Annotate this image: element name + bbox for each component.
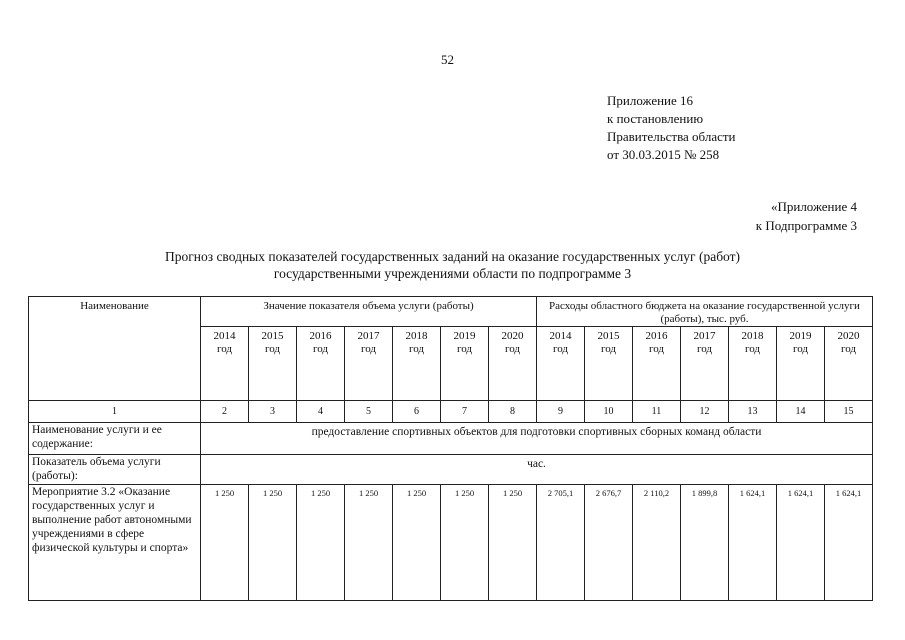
volume-value: 1 250 xyxy=(393,485,441,601)
subprogram-ref-line: «Приложение 4 xyxy=(770,199,857,214)
table-row xyxy=(29,423,873,455)
year-header-cell: 2017 год xyxy=(681,327,729,401)
row-label: Мероприятие 3.2 «Оказание государственных услуг и выполнение работ автономными учреждениями в сфере физической культуры и спорта» xyxy=(29,485,201,601)
column-number: 13 xyxy=(729,401,777,423)
year-header-cell: 2018 год xyxy=(393,327,441,401)
column-number: 2 xyxy=(201,401,249,423)
column-number: 6 xyxy=(393,401,441,423)
service-name-value: предоставление спортивных объектов для подготовки спортивных сборных команд области xyxy=(201,423,873,455)
column-number: 10 xyxy=(585,401,633,423)
page-number: 52 xyxy=(441,52,454,67)
forecast-table xyxy=(28,296,873,601)
column-number: 1 xyxy=(29,401,201,423)
header-expenses-group: Расходы областного бюджета на оказание государственной услуги (работы), тыс. руб. xyxy=(537,297,873,327)
column-number: 4 xyxy=(297,401,345,423)
document-title xyxy=(0,248,905,282)
expense-value: 1 624,1 xyxy=(729,485,777,601)
year-header-cell: 2014 год xyxy=(201,327,249,401)
expense-value: 1 899,8 xyxy=(681,485,729,601)
title-line: государственными учреждениями области по подпрограмме 3 xyxy=(273,266,632,281)
appendix-line: от 30.03.2015 № 258 xyxy=(607,147,720,162)
column-number: 15 xyxy=(825,401,873,423)
row-label: Показатель объема услуги (работы): xyxy=(29,455,201,485)
year-header-cell: 2020 год xyxy=(489,327,537,401)
column-number: 9 xyxy=(537,401,585,423)
appendix-line: Правительства области xyxy=(607,129,736,144)
expense-value: 2 110,2 xyxy=(633,485,681,601)
column-number-row xyxy=(29,401,873,423)
header-volume-group: Значение показателя объема услуги (работы) xyxy=(201,297,537,327)
year-header-cell: 2016 год xyxy=(297,327,345,401)
column-number: 3 xyxy=(249,401,297,423)
column-number: 8 xyxy=(489,401,537,423)
volume-value: 1 250 xyxy=(249,485,297,601)
column-number: 7 xyxy=(441,401,489,423)
year-header-cell: 2017 год xyxy=(345,327,393,401)
expense-value: 1 624,1 xyxy=(777,485,825,601)
year-header-cell: 2014 год xyxy=(537,327,585,401)
subprogram-ref-line: к Подпрограмме 3 xyxy=(755,218,857,233)
expense-value: 2 676,7 xyxy=(585,485,633,601)
table-row xyxy=(29,455,873,485)
year-header-cell: 2016 год xyxy=(633,327,681,401)
appendix-block xyxy=(607,92,736,164)
column-number: 11 xyxy=(633,401,681,423)
header-name-cell: Наименование xyxy=(29,297,201,401)
column-number: 12 xyxy=(681,401,729,423)
volume-value: 1 250 xyxy=(345,485,393,601)
volume-value: 1 250 xyxy=(201,485,249,601)
column-number: 14 xyxy=(777,401,825,423)
year-header-cell: 2015 год xyxy=(585,327,633,401)
appendix-line: к постановлению xyxy=(607,111,704,126)
volume-unit-value: час. xyxy=(201,455,873,485)
column-number: 5 xyxy=(345,401,393,423)
appendix-line: Приложение 16 xyxy=(607,93,694,108)
table-row xyxy=(29,485,873,601)
volume-value: 1 250 xyxy=(489,485,537,601)
year-header-cell: 2019 год xyxy=(777,327,825,401)
year-header-cell: 2015 год xyxy=(249,327,297,401)
row-label: Наименование услуги и ее содержание: xyxy=(29,423,201,455)
expense-value: 1 624,1 xyxy=(825,485,873,601)
volume-value: 1 250 xyxy=(441,485,489,601)
subprogram-reference xyxy=(756,197,857,235)
year-header-cell: 2018 год xyxy=(729,327,777,401)
expense-value: 2 705,1 xyxy=(537,485,585,601)
volume-value: 1 250 xyxy=(297,485,345,601)
year-header-cell: 2020 год xyxy=(825,327,873,401)
title-line: Прогноз сводных показателей государственных заданий на оказание государственных услуг (работ) xyxy=(164,249,741,264)
year-header-cell: 2019 год xyxy=(441,327,489,401)
